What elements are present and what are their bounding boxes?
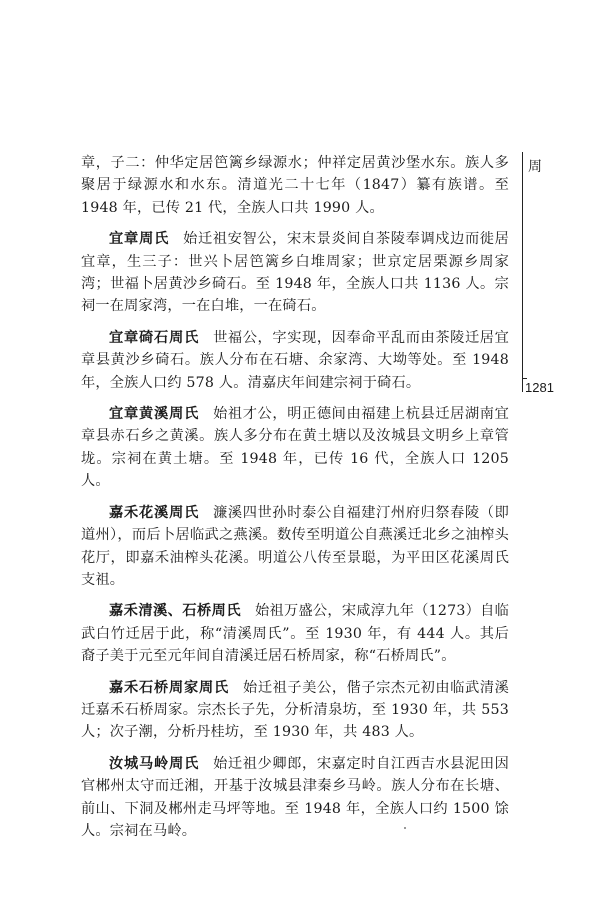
page-number-tick <box>522 378 527 379</box>
scan-speck <box>404 827 406 829</box>
paragraph-continuation <box>81 152 509 219</box>
paragraph-jiahe-shiqiao-zhoujia-zhou <box>81 677 509 744</box>
running-header: 周 <box>528 159 542 175</box>
clan-heading: 宜章周氏 <box>109 231 170 248</box>
paragraph-text: 濂溪四世孙时泰公自福建汀州府归祭春陵（即道州），而后卜居临武之燕溪。数传至明道公自燕溪迁北乡之油榨头花厅，即嘉禾油榨头花溪。明道公八传至景聪，为平田区花溪周氏支祖。 <box>81 504 509 588</box>
paragraph-text: 始迁祖子美公，偕子宗杰元初由临武清溪迁嘉禾石桥周家。宗杰长子先，分析清泉坊，至 1930 年，共 553 人；次子潮，分析丹桂坊，至 1930 年，共 483 人。 <box>81 679 510 741</box>
clan-heading: 宜章碕石周氏 <box>109 329 200 346</box>
paragraph-text: 始祖才公，明正德间由福建上杭县迁居湖南宜章县赤石乡之黄溪。族人多分布在黄土塘以及汝城县文明乡上章管垅。宗祠在黄土塘。至 1948 年，已传 16 代，全族人口 1205 人。 <box>81 406 509 490</box>
paragraph-rucheng-maling-zhou <box>81 753 509 843</box>
clan-heading: 嘉禾石桥周家周氏 <box>109 679 230 696</box>
main-text-column <box>81 152 509 851</box>
paragraph-text: 始迁祖少卿郎，宋嘉定时自江西吉水县泥田因官郴州太守而迁湘，开基于汝城县津秦乡马岭。族人分布在长塘、前山、下洞及郴州走马坪等地。至 1948 年，全族人口约 1500 馀人。宗祠在马岭。 <box>81 755 509 839</box>
paragraph-text: 世福公，字实现，因奉命平乱而由茶陵迁居宜章县黄沙乡碕石。族人分布在石塘、余家湾、大坳等处。至 1948 年，全族人口约 578 人。清嘉庆年间建宗祠于碕石。 <box>81 329 509 391</box>
clan-heading: 嘉禾花溪周氏 <box>109 504 200 521</box>
clan-heading: 汝城马岭周氏 <box>109 755 200 772</box>
paragraph-yizhang-zhou <box>81 228 509 318</box>
clan-heading: 嘉禾清溪、石桥周氏 <box>109 603 242 620</box>
paragraph-text: 始迁祖安智公，宋末景炎间自茶陵奉调戍边而徙居宜章，生三子：世兴卜居笆篱乡白堆周家；世京定居栗源乡周家湾；世福卜居黄沙乡碕石。至 1948 年，全族人口共 1136 人。宗祠一在周家湾，一在白堆，一在碕石。 <box>81 231 509 315</box>
paragraph-jiahe-qingxi-shiqiao-zhou <box>81 600 509 667</box>
paragraph-yizhang-huangxi-zhou <box>81 403 509 493</box>
page-number: 1281 <box>525 380 554 395</box>
paragraph-jiahe-huaxi-zhou <box>81 502 509 592</box>
paragraph-yizhang-qishi-zhou <box>81 327 509 394</box>
paragraph-text: 章，子二：仲华定居笆篱乡绿源水；仲祥定居黄沙堡水东。族人多聚居于绿源水和水东。清道光二十七年（1847）纂有族谱。至 1948 年，已传 21 代，全族人口共 1990 人。 <box>81 155 509 216</box>
margin-rule <box>522 152 523 392</box>
clan-heading: 宜章黄溪周氏 <box>109 406 200 423</box>
paragraph-text: 始祖万盛公，宋咸淳九年（1273）自临武白竹迁居于此，称“清溪周氏”。至 1930 年，有 444 人。其后裔子美于元至元年间自清溪迁居石桥周家，称“石桥周氏”。 <box>81 603 509 665</box>
